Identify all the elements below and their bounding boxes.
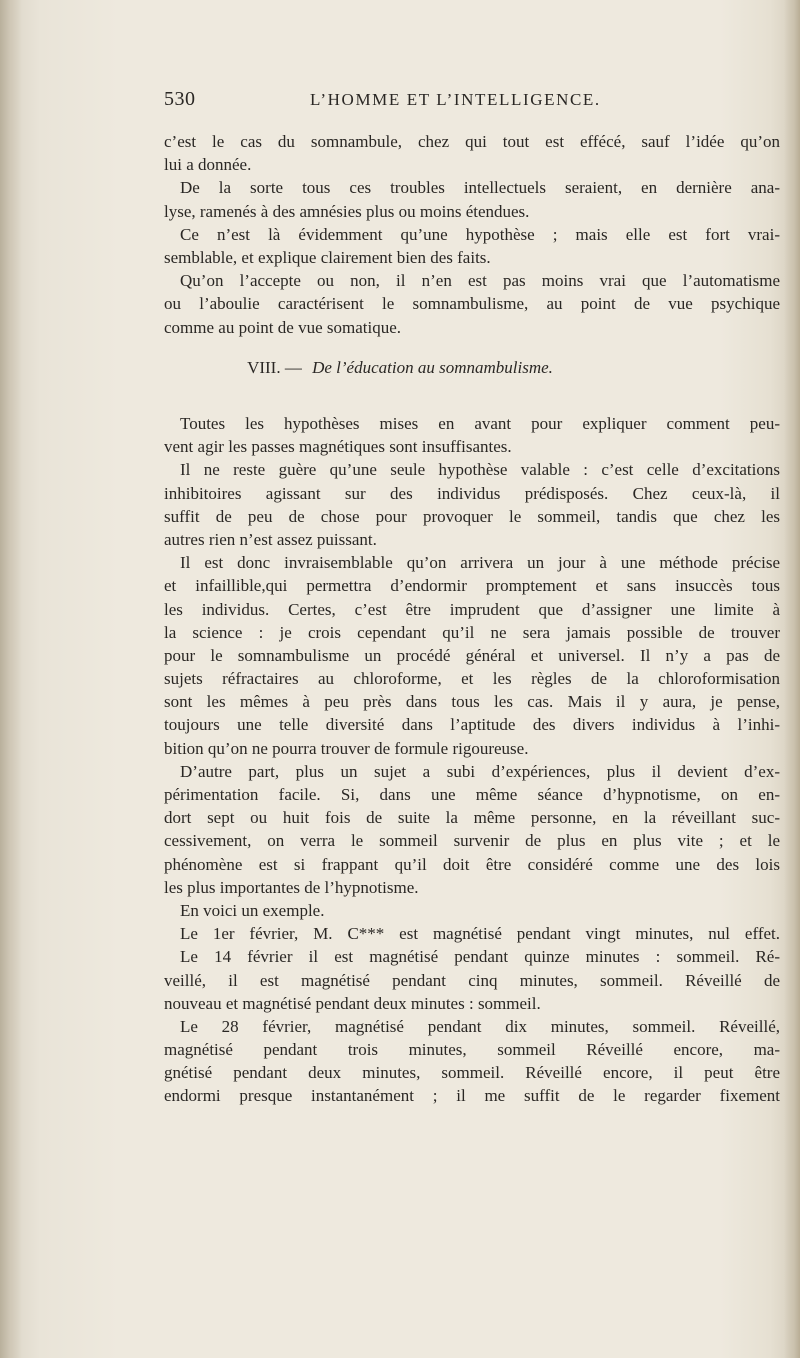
section-body-text	[164, 412, 780, 1108]
text-line: De la sorte tous ces troubles intellectuels seraient, en dernière ana-	[180, 178, 780, 198]
text-line: phénomène est si frappant qu’il doit être considéré comme une des lois	[164, 854, 780, 874]
text-line: pour le somnambulisme un procédé général et universel. Il n’y a pas de	[164, 645, 780, 665]
text-line: semblable, et explique clairement bien des faits.	[164, 247, 491, 267]
text-line: cessivement, on verra le sommeil survenir de plus en plus vite ; et le	[164, 831, 780, 851]
text-line: inhibitoires agissant sur des individus prédisposés. Chez ceux-là, il	[164, 483, 780, 503]
text-line: et infaillible,qui permettra d’endormir promptement et sans insuccès tous	[164, 576, 780, 596]
text-line: Il ne reste guère qu’une seule hypothèse valable : c’est celle d’excitations	[180, 460, 780, 480]
text-line: toujours une telle diversité dans l’aptitude des divers individus à l’inhi-	[164, 715, 780, 735]
text-line: périmentation facile. Si, dans une même séance d’hypnotisme, on en-	[164, 785, 780, 804]
text-line: suffit de peu de chose pour provoquer le sommeil, tandis que chez les	[164, 506, 780, 526]
text-line: Le 14 février il est magnétisé pendant quinze minutes : sommeil. Ré-	[180, 947, 780, 967]
page-number: 530	[164, 88, 196, 110]
text-line: sujets réfractaires au chloroforme, et les règles de la chloroformisation	[164, 669, 780, 689]
text-line: Qu’on l’accepte ou non, il n’en est pas moins vrai que l’automatisme	[180, 271, 780, 291]
running-title: L’HOMME ET L’INTELLIGENCE.	[310, 90, 601, 109]
text-line: D’autre part, plus un sujet a subi d’expériences, plus il devient d’ex-	[180, 761, 780, 781]
text-line: dort sept ou huit fois de suite la même personne, en la réveillant suc-	[164, 808, 780, 828]
text-line: c’est le cas du somnambule, chez qui tout est effécé, sauf l’idée qu’on	[164, 132, 780, 151]
section-heading	[0, 358, 800, 378]
text-line: les plus importantes de l’hypnotisme.	[164, 877, 419, 897]
running-header	[0, 88, 800, 118]
text-line: autres rien n’est assez puissant.	[164, 529, 377, 549]
text-line: endormi presque instantanément ; il me suffit de le regarder fixement	[164, 1086, 780, 1106]
text-line: sont les mêmes à peu près dans tous les cas. Mais il y aura, je pense,	[164, 692, 780, 712]
text-line: lyse, ramenés à des amnésies plus ou moins étendues.	[164, 201, 530, 221]
text-line: veillé, il est magnétisé pendant cinq minutes, sommeil. Réveillé de	[164, 970, 780, 990]
text-line: Le 1er février, M. C*** est magnétisé pendant vingt minutes, nul effet.	[180, 924, 780, 944]
text-line: Il est donc invraisemblable qu’on arrivera un jour à une méthode précise	[180, 553, 780, 573]
page-outer-edge	[784, 0, 800, 1358]
text-line: les individus. Certes, c’est être imprudent que d’assigner une limite à	[164, 599, 780, 619]
text-line: Toutes les hypothèses mises en avant pour expliquer comment peu-	[180, 414, 780, 433]
text-line: gnétisé pendant deux minutes, sommeil. Réveillé encore, il peut être	[164, 1063, 780, 1083]
text-line: la science : je crois cependant qu’il ne sera jamais possible de trouver	[164, 622, 780, 642]
text-line: magnétisé pendant trois minutes, sommeil Réveillé encore, ma-	[164, 1040, 780, 1060]
text-line: comme au point de vue somatique.	[164, 317, 401, 337]
text-line: lui a donnée.	[164, 155, 252, 175]
text-line: bition qu’on ne pourra trouver de formule rigoureuse.	[164, 738, 529, 758]
text-line: vent agir les passes magnétiques sont insuffisantes.	[164, 437, 512, 457]
section-title: De l’éducation au somnambulisme.	[312, 358, 553, 377]
section-number: VIII. —	[247, 358, 302, 377]
text-line: nouveau et magnétisé pendant deux minutes : sommeil.	[164, 993, 541, 1013]
section-top-text	[164, 130, 780, 339]
text-line: Le 28 février, magnétisé pendant dix minutes, sommeil. Réveillé,	[180, 1016, 780, 1036]
page-binding-edge	[0, 0, 22, 1358]
text-line: ou l’aboulie caractérisent le somnambulisme, au point de vue psychique	[164, 294, 780, 314]
text-line: En voici un exemple.	[180, 900, 325, 920]
text-line: Ce n’est là évidemment qu’une hypothèse ; mais elle est fort vrai-	[180, 224, 780, 244]
